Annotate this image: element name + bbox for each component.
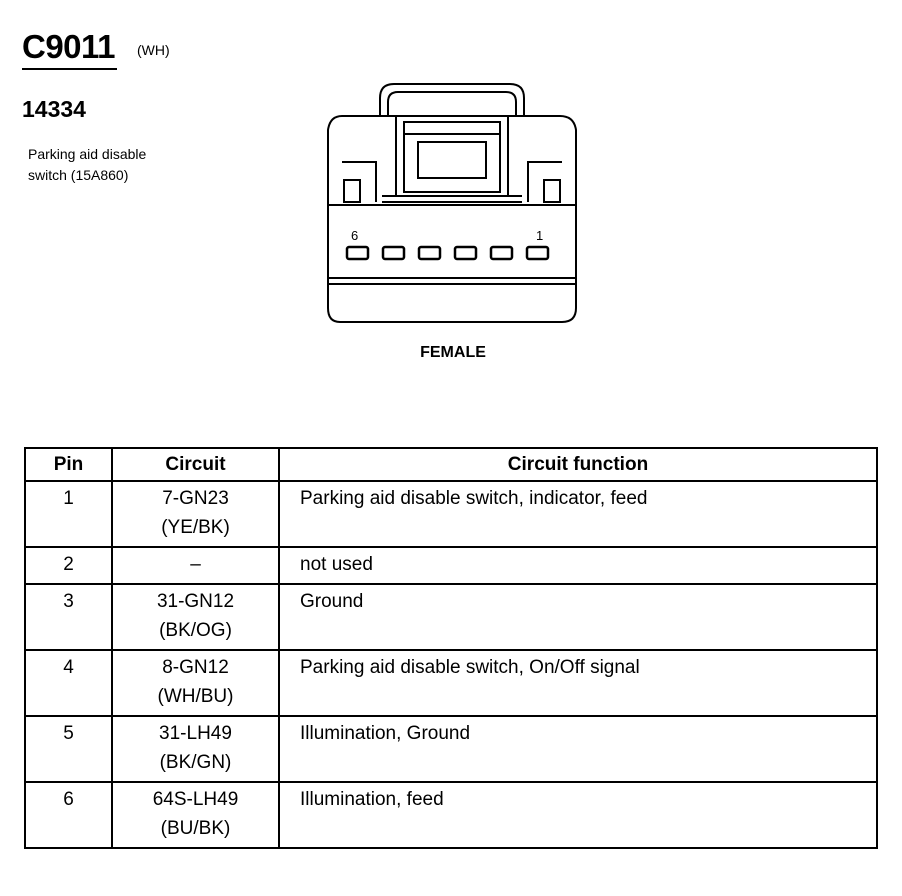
pin-label-6: 6	[351, 228, 359, 243]
pin-number: 5	[25, 716, 112, 782]
circuit-cell	[112, 481, 279, 547]
housing-outline	[328, 116, 576, 322]
table-row	[25, 584, 877, 650]
connector-id: C9011	[22, 28, 115, 65]
pin-number: 1	[25, 481, 112, 547]
wire-color: (BK/OG)	[159, 620, 232, 641]
pin-cavity-2	[491, 247, 512, 259]
pin-number: 2	[25, 547, 112, 584]
part-number: 14334	[22, 96, 86, 122]
wire-color: (BU/BK)	[160, 818, 231, 839]
table-header-row	[25, 448, 877, 481]
pin-cavity-6	[347, 247, 368, 259]
pinout-table	[24, 447, 878, 849]
pin-cavity-4	[419, 247, 440, 259]
header-pin: Pin	[25, 448, 112, 481]
pin-cavity-5	[383, 247, 404, 259]
table-row	[25, 716, 877, 782]
header-function: Circuit function	[279, 448, 877, 481]
circuit-cell	[112, 716, 279, 782]
circuit-function: not used	[279, 547, 877, 584]
center-tab	[396, 116, 508, 196]
wire-color: (WH/BU)	[157, 686, 234, 707]
connector-description	[28, 144, 146, 186]
pin-number: 4	[25, 650, 112, 716]
circuit-function: Illumination, feed	[279, 782, 877, 848]
latch-inner	[388, 92, 516, 116]
circuit-function: Parking aid disable switch, indicator, feed	[279, 481, 877, 547]
circuit-cell	[112, 650, 279, 716]
pin-cavity-3	[455, 247, 476, 259]
circuit-function: Ground	[279, 584, 877, 650]
latch-outer	[380, 84, 524, 116]
circuit-cell	[112, 547, 279, 584]
table-row	[25, 547, 877, 584]
description-line-1: Parking aid disable	[28, 146, 147, 162]
circuit-function: Parking aid disable switch, On/Off signal	[279, 650, 877, 716]
connector-id-underline	[22, 68, 117, 70]
circuit-id: 31-GN12	[156, 591, 235, 612]
header-circuit: Circuit	[112, 448, 279, 481]
pin-number: 3	[25, 584, 112, 650]
wire-color: (YE/BK)	[161, 517, 230, 538]
circuit-id: 7-GN23	[162, 488, 229, 509]
pin-label-1: 1	[536, 228, 544, 243]
circuit-id: 31-LH49	[159, 723, 232, 744]
connector-color: (WH)	[137, 42, 170, 58]
circuit-id: 64S-LH49	[152, 789, 239, 810]
wire-color: (BK/GN)	[159, 752, 232, 773]
table-row	[25, 782, 877, 848]
description-line-2: switch (15A860)	[28, 167, 129, 183]
table-row	[25, 650, 877, 716]
pin-cavity-1	[527, 247, 548, 259]
circuit-cell	[112, 584, 279, 650]
pin-number: 6	[25, 782, 112, 848]
connector-gender-label: FEMALE	[420, 344, 486, 361]
circuit-id: –	[190, 554, 201, 575]
connector-face-drawing	[320, 80, 582, 325]
circuit-id: 8-GN12	[162, 657, 229, 678]
table-row	[25, 481, 877, 547]
circuit-cell	[112, 782, 279, 848]
circuit-function: Illumination, Ground	[279, 716, 877, 782]
